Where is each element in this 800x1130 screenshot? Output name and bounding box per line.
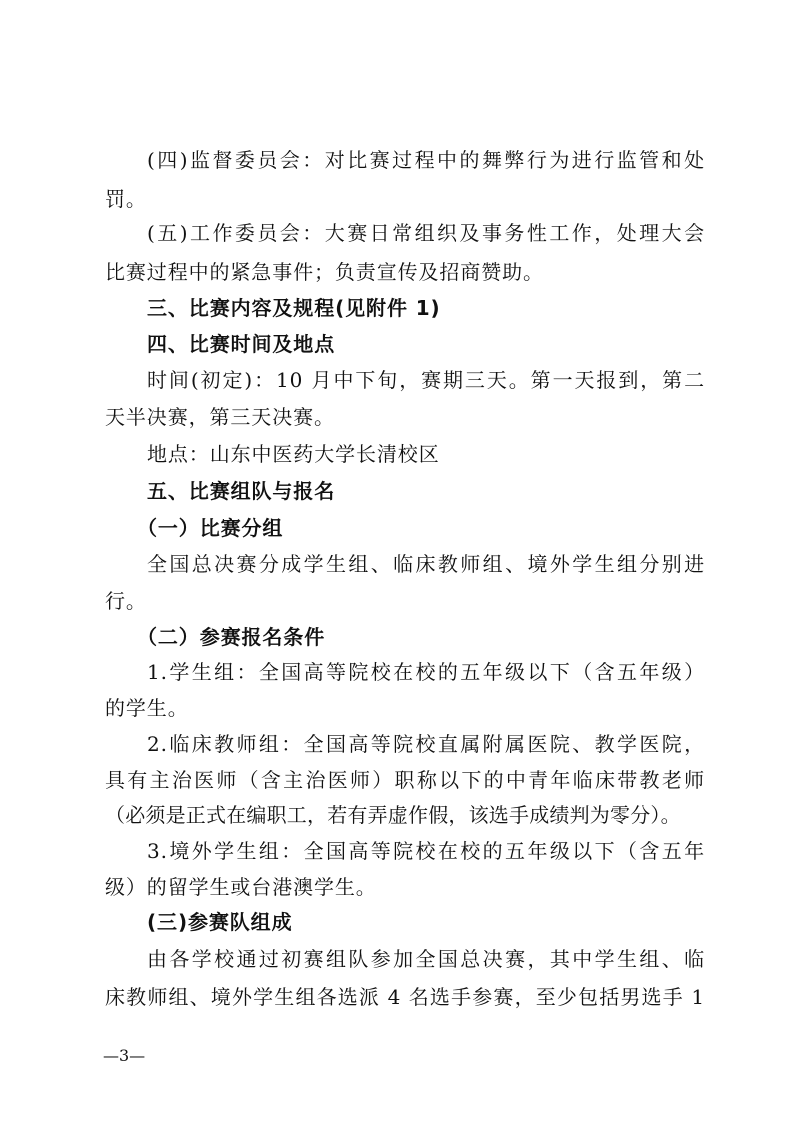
- section-heading: 四、比赛时间及地点: [147, 332, 336, 356]
- paragraph-line: 由各学校通过初赛组队参加全国总决赛，其中学生组、临: [147, 947, 705, 971]
- paragraph-line: 3.境外学生组：全国高等院校在校的五年级以下（含五年: [147, 839, 705, 863]
- paragraph-line: 床教师组、境外学生组各选派 4 名选手参赛，至少包括男选手 1: [105, 985, 705, 1009]
- paragraph-line: （必须是正式在编职工，若有弄虚作假，该选手成绩判为零分）。: [105, 803, 681, 827]
- subsection-heading: （二）参赛报名条件: [137, 625, 326, 649]
- paragraph-line: 2.临床教师组：全国高等院校直属附属医院、教学医院，: [147, 732, 705, 756]
- paragraph-line: 时间(初定)：10 月中下旬，赛期三天。第一天报到，第二: [147, 368, 705, 392]
- paragraph-line: 1.学生组：全国高等院校在校的五年级以下（含五年级）: [147, 660, 705, 684]
- paragraph-line: (五)工作委员会：大赛日常组织及事务性工作，处理大会: [147, 221, 705, 245]
- paragraph-line: 全国总决赛分成学生组、临床教师组、境外学生组分别进: [147, 552, 705, 576]
- section-heading: 三、比赛内容及规程(见附件 1): [147, 296, 441, 320]
- paragraph-line: 的学生。: [105, 696, 189, 720]
- subsection-heading: （一）比赛分组: [137, 516, 284, 540]
- paragraph-line: (四)监督委员会：对比赛过程中的舞弊行为进行监管和处: [147, 148, 705, 172]
- paragraph-line: 具有主治医师（含主治医师）职称以下的中青年临床带教老师: [105, 768, 705, 792]
- subsection-heading: (三)参赛队组成: [147, 910, 293, 934]
- section-heading: 五、比赛组队与报名: [147, 479, 336, 503]
- paragraph-line: 级）的留学生或台港澳学生。: [105, 875, 377, 899]
- paragraph-line: 天半决赛，第三天决赛。: [105, 405, 335, 429]
- page-number: —3—: [103, 1046, 146, 1065]
- paragraph-line: 比赛过程中的紧急事件；负责宣传及招商赞助。: [105, 260, 544, 284]
- paragraph-line: 行。: [105, 589, 147, 613]
- paragraph-line: 罚。: [105, 187, 147, 211]
- paragraph-line: 地点：山东中医药大学长清校区: [147, 442, 440, 466]
